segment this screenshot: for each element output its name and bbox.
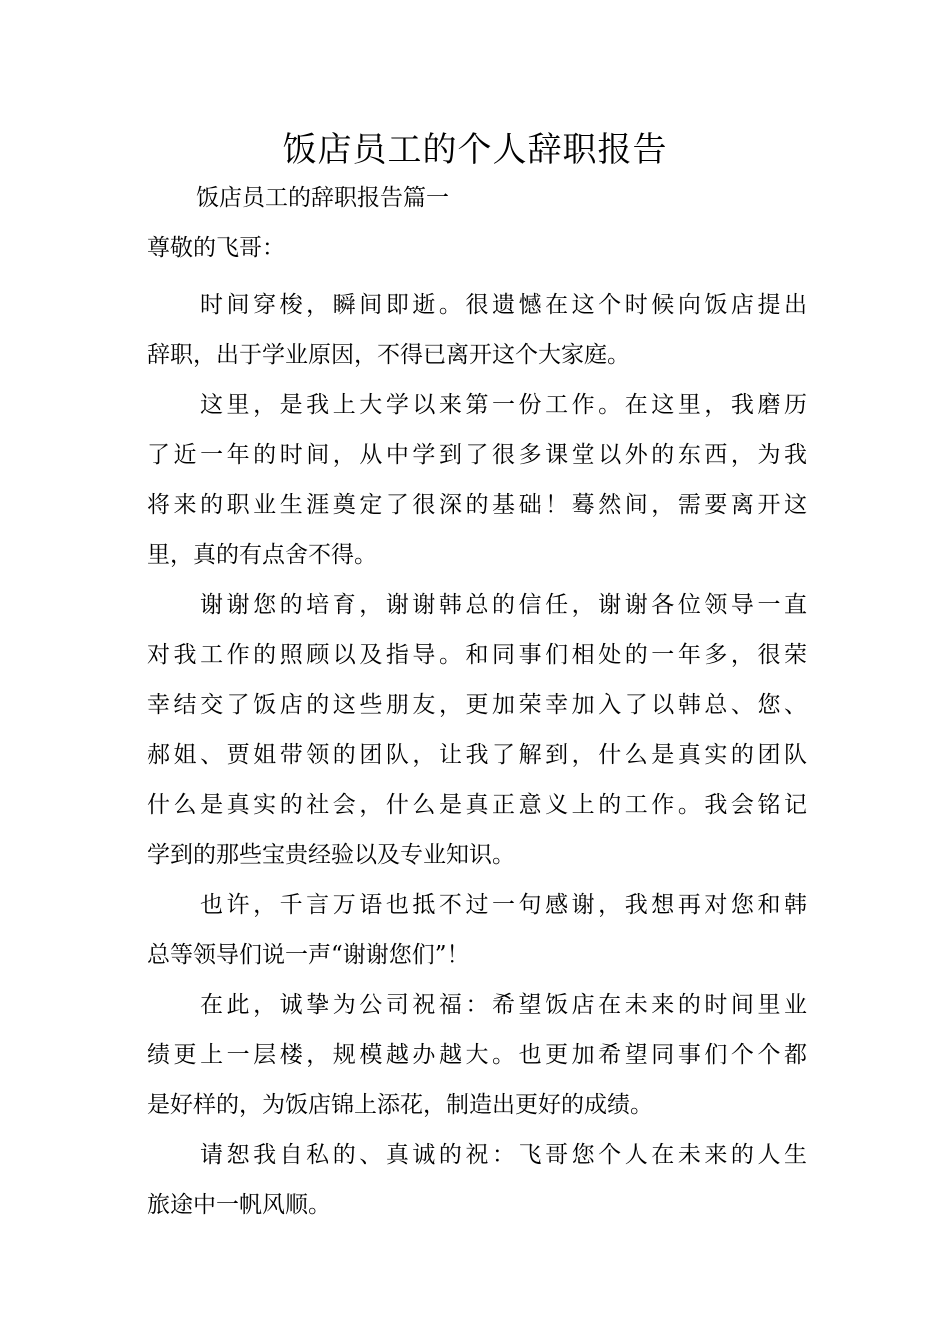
- paragraph-line: 谢谢您的培育，谢谢韩总的信任，谢谢各位领导一直: [200, 592, 807, 618]
- paragraph-line: 郝姐、贾姐带领的团队，让我了解到，什么是真实的团队: [147, 742, 807, 768]
- paragraph: [147, 980, 807, 1130]
- paragraph-line: 对我工作的照顾以及指导。和同事们相处的一年多，很荣: [147, 642, 807, 668]
- paragraph-line: 辞职，出于学业原因，不得已离开这个大家庭。: [147, 342, 630, 368]
- document-subtitle: 饭店员工的辞职报告篇一: [196, 185, 449, 211]
- paragraph-line: 里，真的有点舍不得。: [147, 542, 377, 568]
- paragraph-line: 学到的那些宝贵经验以及专业知识。: [147, 842, 515, 868]
- salutation: 尊敬的飞哥：: [147, 235, 285, 261]
- paragraph-line: 绩更上一层楼，规模越办越大。也更加希望同事们个个都: [147, 1042, 807, 1068]
- paragraph: [147, 380, 807, 580]
- paragraph: [147, 1130, 807, 1230]
- paragraph-line: 旅途中一帆风顺。: [147, 1192, 331, 1218]
- paragraph-line: 总等领导们说一声“谢谢您们”！: [147, 942, 470, 968]
- letter-body: [147, 280, 807, 1230]
- paragraph-line: 请恕我自私的、真诚的祝：飞哥您个人在未来的人生: [200, 1142, 807, 1168]
- paragraph-line: 了近一年的时间，从中学到了很多课堂以外的东西，为我: [147, 442, 807, 468]
- paragraph-line: 什么是真实的社会，什么是真正意义上的工作。我会铭记: [147, 792, 807, 818]
- document-title: 饭店员工的个人辞职报告: [282, 130, 668, 170]
- paragraph-line: 时间穿梭，瞬间即逝。很遗憾在这个时候向饭店提出: [200, 292, 807, 318]
- paragraph: [147, 880, 807, 980]
- paragraph-line: 将来的职业生涯奠定了很深的基础！蓦然间，需要离开这: [147, 492, 807, 518]
- paragraph-line: 这里，是我上大学以来第一份工作。在这里，我磨历: [200, 392, 807, 418]
- paragraph-line: 是好样的，为饭店锦上添花，制造出更好的成绩。: [147, 1092, 653, 1118]
- paragraph-line: 在此，诚挚为公司祝福：希望饭店在未来的时间里业: [200, 992, 807, 1018]
- paragraph-line: 幸结交了饭店的这些朋友，更加荣幸加入了以韩总、您、: [147, 692, 807, 718]
- paragraph-line: 也许，千言万语也抵不过一句感谢，我想再对您和韩: [200, 892, 807, 918]
- paragraph: [147, 280, 807, 380]
- paragraph: [147, 580, 807, 880]
